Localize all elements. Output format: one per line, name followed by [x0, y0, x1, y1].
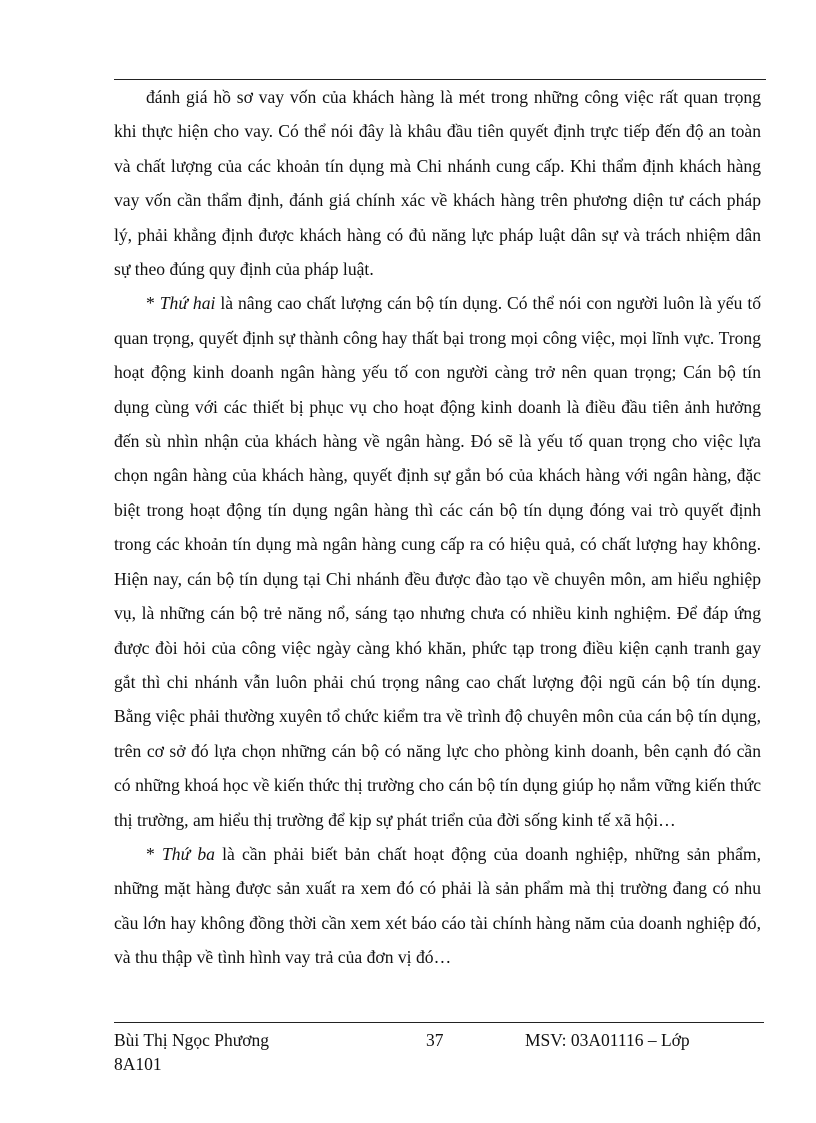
paragraph-2-text: là nâng cao chất lượng cán bộ tín dụng. Có thể nói con người luôn là yếu tố quan trọng, quyết định sự thành công hay thất bại trong mọi công việc, mọi lĩnh vực. Trong hoạt động kinh doanh ngân hàng yếu tố con người càng trở nên quan trọng; Cán bộ tín dụng cùng với các thiết bị phục vụ cho hoạt động kinh doanh là điều đầu tiên ảnh hưởng đến sù nhìn nhận của khách hàng về ngân hàng. Đó sẽ là yếu tố quan trọng cho việc lựa chọn ngân hàng của khách hàng, quyết định sự gắn bó của khách hàng với ngân hàng, đặc biệt trong hoạt động tín dụng ngân hàng thì các cán bộ tín dụng đóng vai trò quyết định trong các khoản tín dụng mà ngân hàng cung cấp ra có hiệu quả, có chất lượng hay không. Hiện nay, cán bộ tín dụng tại Chi nhánh đều được đào tạo về chuyên môn, am hiểu nghiệp vụ, là những cán bộ trẻ năng nổ, sáng tạo nhưng chưa có nhiều kinh nghiệm. Để đáp ứng được đòi hỏi của công việc ngày càng khó khăn, phức tạp trong điều kiện cạnh tranh gay gắt thì chi nhánh vẫn luôn phải chú trọng nâng cao chất lượng đội ngũ cán bộ tín dụng. Bằng việc phải thường xuyên tổ chức kiểm tra về trình độ chuyên môn của cán bộ tín dụng, trên cơ sở đó lựa chọn những cán bộ có năng lực cho phòng kinh doanh, bên cạnh đó cần có những khoá học về kiến thức thị trường cho cán bộ tín dụng giúp họ nắm vững kiến thức thị trường, am hiểu thị trường để kịp sự phát triển của đời sống kinh tế xã hội… [114, 293, 762, 830]
paragraph-3-bullet: * [146, 843, 162, 864]
paragraph-1 [114, 80, 761, 286]
paragraph-2-label: Thứ hai [159, 293, 216, 314]
paragraph-3-label: Thứ ba [162, 843, 215, 864]
page-number: 37 [426, 1030, 444, 1050]
paragraph-3-text: là cần phải biết bản chất hoạt động của doanh nghiệp, những sản phẩm, những mặt hàng được sản xuất ra xem đó có phải là sản phẩm mà thị trường đang có nhu cầu lớn hay không đồng thời cần xem xét báo cáo tài chính hàng năm của doanh nghiệp đó, và thu thập về tình hình vay trả của đơn vị đó… [114, 843, 762, 968]
footer-author: Bùi Thị Ngọc Phương [114, 1030, 270, 1050]
paragraph-3 [114, 837, 761, 975]
document-body [114, 80, 761, 975]
footer-student-id: MSV: 03A01116 – Lớp [525, 1030, 690, 1050]
footer-class-code: 8A101 [114, 1054, 162, 1074]
footer-rule [114, 1022, 764, 1023]
paragraph-2-bullet: * [146, 293, 160, 314]
paragraph-2 [114, 286, 761, 837]
paragraph-1-text: đánh giá hồ sơ vay vốn của khách hàng là mét trong những công việc rất quan trọng khi thực hiện cho vay. Có thể nói đây là khâu đầu tiên quyết định trực tiếp đến độ an toàn và chất lượng của các khoản tín dụng mà Chi nhánh cung cấp. Khi thẩm định khách hàng vay vốn cần thẩm định, đánh giá chính xác về khách hàng trên phương diện tư cách pháp lý, phải khẳng định được khách hàng có đủ năng lực pháp luật dân sự và trách nhiệm dân sự theo đúng quy định của pháp luật. [114, 87, 761, 280]
